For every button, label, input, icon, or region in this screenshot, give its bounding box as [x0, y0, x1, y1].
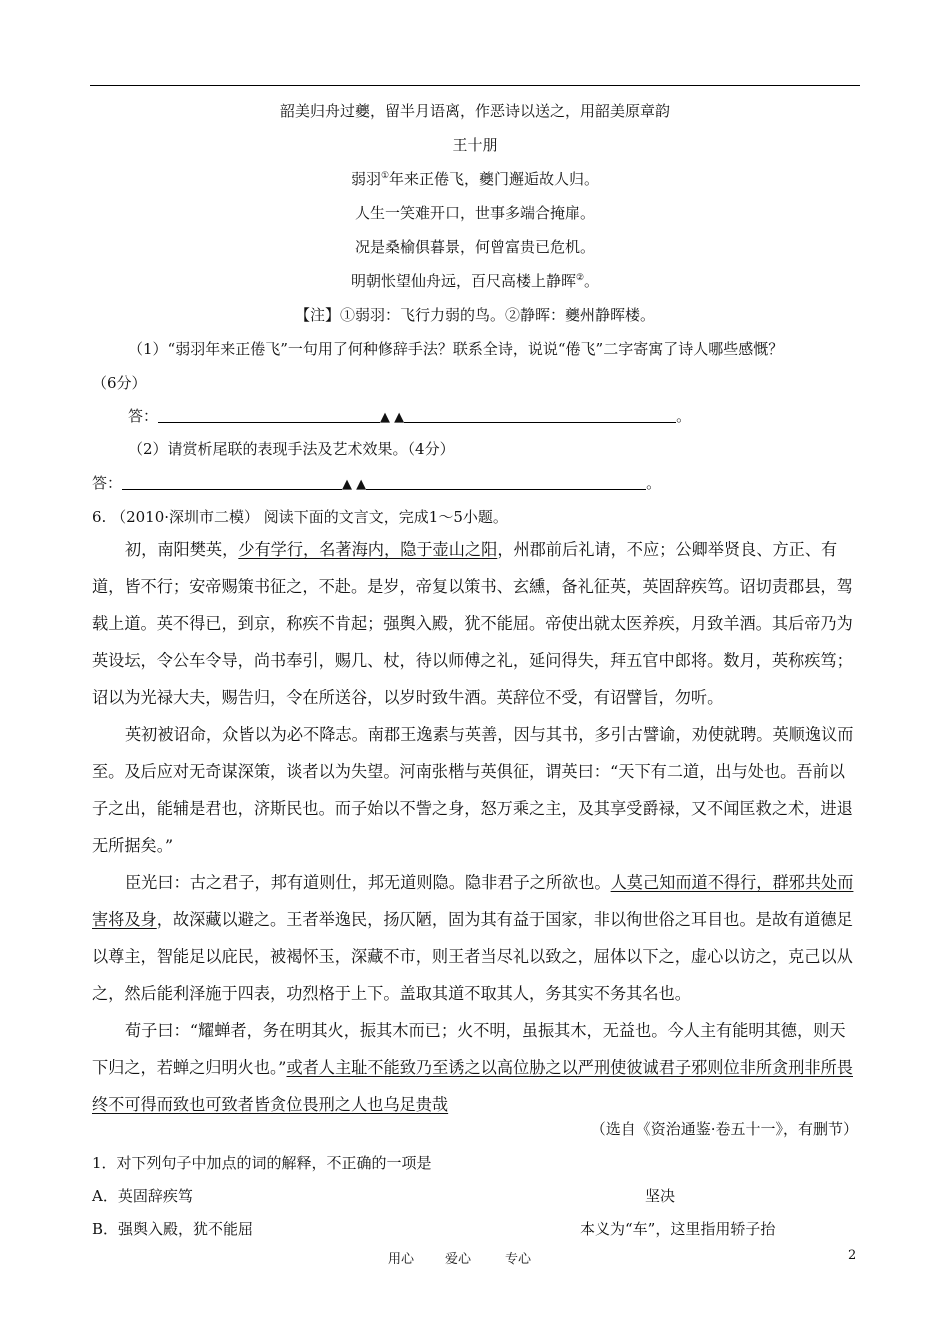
p1-underlined: 少有学行，名著海内，隐于壶山之阳: [238, 540, 498, 559]
answer-blank-2b: [366, 473, 646, 490]
footnote-mark-2: ②: [575, 273, 585, 283]
question-2: （2）请赏析尾联的表现手法及艺术效果。（4分）: [128, 440, 455, 458]
poem-line-1-text: 年来正倦飞，夔门邂逅故人归。: [389, 170, 600, 188]
mcq-option-a: A．英固辞疾笃: [92, 1187, 193, 1205]
mcq-option-b: B．强舆入殿，犹不能屈: [92, 1220, 254, 1238]
answer-line-2: [92, 472, 661, 493]
question-1-score: （6分）: [92, 374, 147, 392]
answer-line-1: [128, 405, 691, 426]
passage-paragraph-3: [92, 864, 860, 1012]
footer-motto-3: 专心: [505, 1252, 532, 1267]
p3-text-a: 臣光曰：古之君子，邦有道则仕，邦无道则隐。隐非君子之所欲也。: [125, 873, 611, 892]
answer-blank-1b: [404, 406, 676, 423]
answer-label-2: 答：: [92, 474, 123, 492]
poem-line-1-prefix: 弱羽: [350, 170, 381, 188]
poem-line-4-end: 。: [584, 272, 600, 290]
mcq-option-a-gloss: 坚决: [645, 1187, 676, 1205]
triangle-markers-2: ▲ ▲: [342, 477, 367, 492]
answer-label-1: 答：: [128, 407, 159, 425]
poem-line-3: 况是桑榆俱暮景，何曾富贵已危机。: [354, 238, 595, 256]
page-number: 2: [848, 1248, 857, 1263]
p3-text-b: ，故深藏以避之。王者举逸民，扬仄陋，固为其有益于国家，非以徇世俗之耳目也。是故有道德足以尊主，智能足以庇民，被褐怀玉，深藏不市，则王者当尽礼以致之，屈体以下之，虚心以访之，克己以从之，然后能利泽施于四表，功烈格于上下。盖取其道不取其人，务其实不务其名也。: [92, 910, 853, 1003]
poem-note: 【注】①弱羽：飞行力弱的鸟。②静晖：夔州静晖楼。: [294, 306, 655, 324]
p4-text-a: 荀子曰：“耀蝉者，务在明其火，振其木而已；火不明，虽振其木，无益也。今人主有能明其德，则天下归之，若蝉之归明火也。”: [92, 1021, 846, 1077]
passage-source: （选自《资治通鉴·卷五十一》，有删节）: [590, 1120, 858, 1138]
footer-motto-1: 用心: [388, 1252, 415, 1267]
poem-line-4-text: 明朝怅望仙舟远，百尺高楼上静晖: [350, 272, 576, 290]
passage: [92, 531, 860, 1123]
triangle-markers-1: ▲ ▲: [380, 410, 405, 425]
answer-period-2: 。: [646, 474, 662, 492]
p1-text-a: 初，南阳樊英，: [125, 540, 239, 559]
passage-paragraph-4: [92, 1012, 860, 1123]
poem-line-4: [90, 270, 860, 291]
question-1: （1）“弱羽年来正倦飞”一句用了何种修辞手法？联系全诗，说说“倦飞”二字寄寓了诗人哪些感慨？: [128, 340, 784, 358]
passage-paragraph-1: [92, 531, 860, 716]
footer-motto-2: 爱心: [445, 1252, 472, 1267]
poem-author: 王十朋: [452, 136, 498, 154]
p4-underlined: 或者人主耻不能致乃至诱之以高位胁之以严刑使彼诚君子邪则位非所贪刑非所畏终不可得而致也可致者皆贪位畏刑之人也乌足贵哉: [92, 1058, 853, 1114]
answer-blank-2a: [122, 473, 342, 490]
section-6-heading: 6. （2010·深圳市二模） 阅读下面的文言文，完成1～5小题。: [92, 508, 508, 526]
mcq-option-b-gloss: 本义为“车”，这里指用轿子抬: [580, 1220, 776, 1238]
poem-line-1: [90, 168, 860, 189]
poem-line-2: 人生一笑难开口，世事多端合掩扉。: [354, 204, 595, 222]
header-rule: [90, 85, 860, 86]
mcq-stem: 1．对下列句子中加点的词的解释，不正确的一项是: [92, 1154, 432, 1172]
p1-text-b: ，州郡前后礼请，不应；公卿举贤良、方正、有道，皆不行；安帝赐策书征之，不赴。是岁，帝复以策书、玄纁，备礼征英，英固辞疾笃。诏切责郡县，驾载上道。英不得已，到京，称疾不肯起；强舆入殿，犹不能屈。帝使出就太医养疾，月致羊酒。其后帝乃为英设坛，令公车令导，尚书奉引，赐几、杖，待以师傅之礼，延问得失，拜五官中郎将。数月，英称疾笃；诏以为光禄大夫，赐告归，令在所送谷，以岁时致牛酒。英辞位不受，有诏譬旨，勿听。: [92, 540, 853, 707]
passage-paragraph-2: 英初被诏命，众皆以为必不降志。南郡王逸素与英善，因与其书，多引古譬谕，劝使就聘。英顺逸议而至。及后应对无奇谋深策，谈者以为失望。河南张楷与英俱征，谓英曰：“天下有二道，出与处也。吾前以子之出，能辅是君也，济斯民也。而子始以不訾之身，怒万乘之主，及其享受爵禄，又不闻匡救之术，进退无所据矣。”: [92, 725, 854, 855]
answer-blank-1a: [158, 406, 380, 423]
p3-underlined: 人莫己知而道不得行，群邪共处而害将及身: [92, 873, 854, 929]
answer-period-1: 。: [676, 407, 692, 425]
footnote-mark-1: ①: [380, 171, 390, 181]
poem-title: 韶美归舟过夔，留半月语离，作恶诗以送之，用韶美原章韵: [279, 102, 670, 120]
